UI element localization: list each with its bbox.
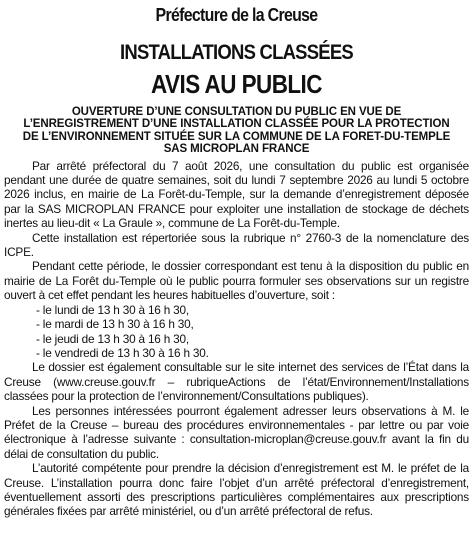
opening-hours-item: - le mardi de 13 h 30 à 16 h 30,: [36, 317, 194, 332]
opening-hours-list: [4, 303, 469, 361]
consultation-subtitle: [4, 106, 469, 156]
paragraph-authority: L’autorité compétente pour prendre la décision d’enregistrement est M. le préfet de la Creuse. L’installation pourra donc faire l’objet d’un arrêté préfectoral d’enregistrement, éventuellement assorti des prescriptions particulières complémentaires aux prescriptions générales fixées par arrêté ministériel, ou d’un arrêté préfectoral de refus.: [4, 461, 469, 519]
paragraph-website: Le dossier est également consultable sur le site internet des services de l’État dans la Creuse (www.creuse.gouv.fr – rubriqueActions de l’état/Environnement/Installations classées pour la protection de l’environnement/Consultations publiques).: [4, 360, 469, 404]
subtitle-line: OUVERTURE D’UNE CONSULTATION DU PUBLIC EN VUE DE: [71, 106, 402, 118]
subtitle-line: L’ENREGISTREMENT D’UNE INSTALLATION CLASSÉE POUR LA PROTECTION: [23, 118, 450, 131]
notice-body: [4, 159, 469, 519]
paragraph-classification: Cette installation est répertoriée sous la rubrique n° 2760-3 de la nomenclature des ICPE.: [4, 230, 469, 260]
opening-hours-item: - le lundi de 13 h 30 à 16 h 30,: [36, 302, 189, 317]
subtitle-line: SAS MICROPLAN FRANCE: [163, 143, 310, 156]
paragraph-availability: Pendant cette période, le dossier correspondant est tenu à la disposition du public en mairie de La Forêt du-Temple où le public pourra formuler ses observations sur un registre ouvert à cet effet pendant les heures habituelles d’ouverture, soit :: [4, 259, 469, 303]
category-title: INSTALLATIONS CLASSÉES: [120, 40, 353, 64]
paragraph-observations: Les personnes intéressées pourront également adresser leurs observations à M. le Préfet de la Creuse – bureau des procédures environnementales - par lettre ou par voie électronique à l’adresse suivante : consultation-microplan@creuse.gouv.fr avant la fin du délai de consultation du public.: [4, 403, 469, 461]
prefecture-title: Préfecture de la Creuse: [155, 4, 318, 25]
notice-title: AVIS AU PUBLIC: [151, 71, 322, 99]
paragraph-decree: Par arrêté préfectoral du 7 août 2026, une consultation du public est organisée pendant une durée de quatre semaines, soit du lundi 7 septembre 2026 au lundi 5 octobre 2026 inclus, en mairie de La Forêt-du-Temple, sur la demande d’enregistrement déposée par la SAS MICROPLAN FRANCE pour exploiter une installation de stockage de déchets inertes au lieu-dit « La Graule », commune de La Forêt-du-Temple.: [4, 158, 469, 231]
opening-hours-item: - le vendredi de 13 h 30 à 16 h 30.: [36, 345, 209, 360]
opening-hours-item: - le jeudi de 13 h 30 à 16 h 30,: [36, 331, 189, 346]
subtitle-line: DE L’ENVIRONNEMENT SITUÉE SUR LA COMMUNE DE LA FORET-DU-TEMPLE: [22, 130, 451, 143]
